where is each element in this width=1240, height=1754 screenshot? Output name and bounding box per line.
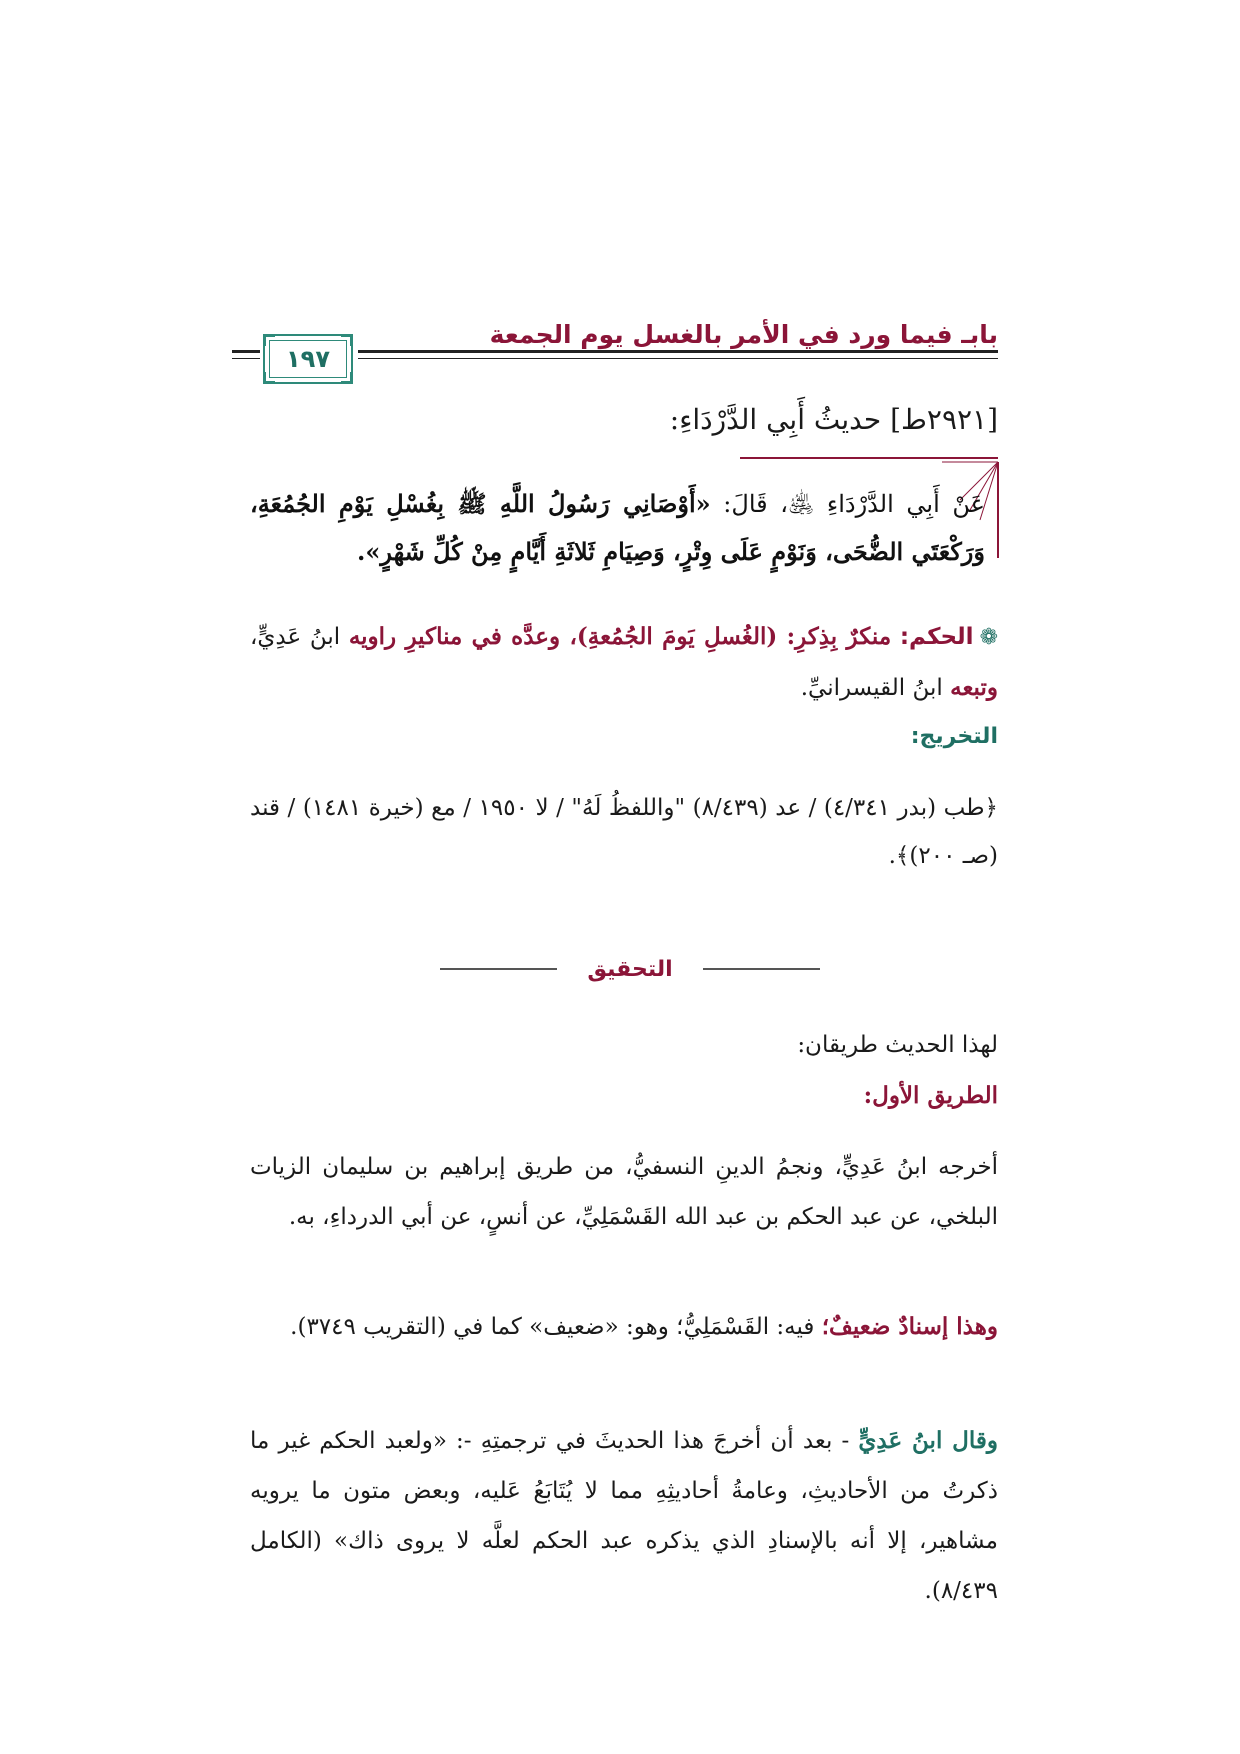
ruling-verdict: منكرٌ بِذِكرِ: (الغُسلِ يَومَ الجُمُعةِ)، وعدَّه في مناكيرِ راويه: [348, 623, 892, 650]
tahqiq-divider: [440, 952, 820, 986]
ibn-adi-paragraph: [250, 1416, 998, 1616]
hadith-intro: عَنْ أَبِي الدَّرْدَاءِ ﵁، قَالَ:: [710, 490, 986, 518]
flower-ornament-icon: ❁: [979, 625, 999, 650]
first-path-heading: الطريق الأول:: [863, 1082, 998, 1109]
running-title: بابـ فيما ورد في الأمر بالغسل يوم الجمعة: [489, 320, 998, 349]
ruling-paragraph: [250, 612, 998, 713]
weakness-detail: فيه: القَسْمَلِيُّ؛ وهو: «ضعيف» كما في (التقريب ٣٧٤٩).: [290, 1314, 822, 1340]
page-number-badge: [263, 334, 353, 384]
ruling-tail: ابنُ عَدِيٍّ،: [250, 624, 349, 650]
badge-corner-ornament: [263, 372, 275, 384]
hadith-heading: [٢٩٢١ط] حديثُ أَبِي الدَّرْدَاءِ:: [669, 403, 998, 436]
ibn-adi-quote: - بعد أن أخرجَ هذا الحديثَ في ترجمتِهِ -: «ولعبد الحكم غير ما ذكرتُ من الأحاديثِ، وعامةُ أحاديثِهِ مما لا يُتَابَعُ عَليه، وبعض متون ما يرويه مشاهير، إلا أنه بالإسنادِ الذي يذكره عبد الحكم لعلَّه لا يروى ذاك» (الكامل ٨/٤٣٩).: [250, 1428, 998, 1604]
takhrij-label: التخريج:: [910, 724, 998, 749]
hadith-quote: «أَوْصَانِي رَسُولُ اللَّهِ ﷺ بِغُسْلِ يَوْمِ الجُمُعَةِ، وَرَكْعَتَي الضُّحَى، وَنَوْمٍ عَلَى وِتْرٍ، وَصِيَامِ ثَلاثَةِ أَيَّامٍ مِنْ كُلِّ شَهْرٍ».: [250, 489, 985, 566]
ruling-followed: وتبعه: [950, 674, 998, 701]
tahqiq-title: التحقيق: [557, 957, 702, 982]
ibn-adi-label: وقال ابنُ عَدِيٍّ: [858, 1427, 998, 1454]
hadith-text: [250, 480, 985, 576]
takhrij-text: ﴿طب (بدر ٤/٣٤١) / عد (٨/٤٣٩) "واللفظُ لَهُ" / لا ١٩٥٠ / مع (خيرة ١٤٨١) / قند (صـ ٢٠٠)﴾.: [250, 795, 998, 869]
badge-corner-ornament: [341, 334, 353, 346]
weakness-paragraph: [250, 1302, 998, 1352]
header-rule-top: [358, 350, 998, 353]
tahqiq-intro: لهذا الحديث طريقان:: [797, 1032, 998, 1058]
header-rule-left-bottom: [232, 358, 260, 359]
ruling-tail-2: ابنُ القيسرانيِّ.: [800, 675, 951, 701]
badge-corner-ornament: [263, 334, 275, 346]
ruling-label: الحكم:: [899, 624, 974, 650]
header-rule-left-top: [232, 350, 260, 353]
weakness-verdict: وهذا إسنادٌ ضعيفٌ؛: [821, 1313, 998, 1340]
header-rule-bottom: [358, 358, 998, 359]
first-path-paragraph: أخرجه ابنُ عَدِيٍّ، ونجمُ الدينِ النسفيُّ، من طريق إبراهيم بن سليمان الزيات البلخي، عن عبد الحكم بن عبد الله القَسْمَلِيِّ، عن أنسٍ، عن أبي الدرداءِ، به.: [250, 1154, 998, 1230]
heading-underline: [740, 457, 998, 459]
badge-corner-ornament: [341, 372, 353, 384]
page-number: ١٩٧: [286, 345, 330, 373]
